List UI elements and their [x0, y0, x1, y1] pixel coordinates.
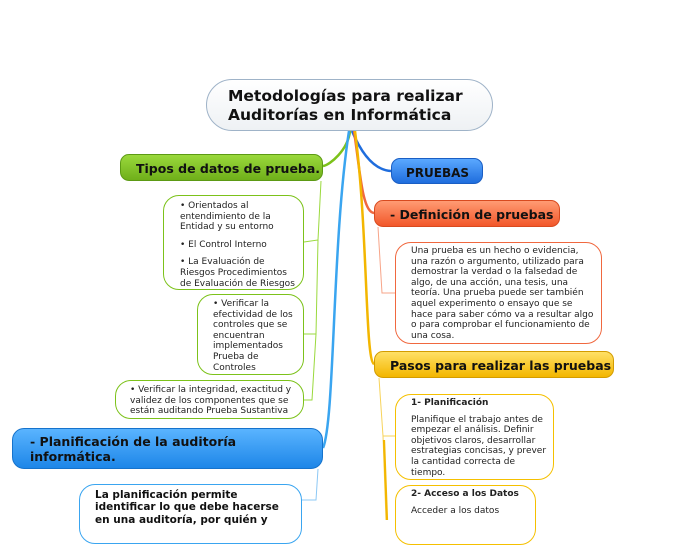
subtopic-prueba-controles[interactable] [197, 294, 304, 375]
topic-pasos-pruebas[interactable]: Pasos para realizar las pruebas [374, 351, 614, 378]
tipos-item-riesgos: • La Evaluación de Riesgos Procedimientos de Evaluación de Riesgos [180, 257, 295, 289]
step1-title: 1- Planificación [411, 398, 489, 408]
link-root-planificacion [323, 131, 349, 448]
central-topic-line2: Auditorías en Informática [228, 106, 452, 124]
topic-pruebas[interactable]: PRUEBAS [391, 158, 483, 184]
subtopic-planificacion-text[interactable] [79, 484, 302, 544]
subtopic-step-planificacion[interactable] [395, 394, 554, 480]
central-topic[interactable] [206, 79, 493, 131]
link-root-pasos [355, 131, 374, 364]
step2-title: 2- Acceso a los Datos [411, 489, 519, 499]
tipos-item-control-interno: • El Control Interno [180, 239, 267, 250]
link-tipos-items [304, 181, 321, 400]
subtopic-step-acceso-datos[interactable] [395, 485, 536, 545]
topic-tipos-datos-prueba[interactable]: Tipos de datos de prueba. [120, 154, 323, 181]
definicion-paragraph: Una prueba es un hecho o evidencia, una razón o argumento, utilizado para demostrar la verdad o la falsedad de algo, de una acción, una tesis, una teoría. Una prueba puede ser también aquel experimento o ensayo que se hace para saber cómo va a resultar algo o para comprobar el funcionamiento de una cosa. [411, 246, 594, 341]
topic-definicion-pruebas[interactable]: - Definición de pruebas [374, 200, 560, 227]
tipos-item-sustantiva: • Verificar la integridad, exactitud y validez de los componentes que se están auditando Prueba Sustantiva [130, 385, 292, 417]
tipos-item-controles: • Verificar la efectividad de los controles que se encuentran implementados Prueba de Controles [213, 299, 293, 373]
step1-text: Planifique el trabajo antes de empezar el análisis. Definir objetivos claros, desarrollar estrategias concisas, y prever la cantidad correcta de tiempo. [411, 414, 547, 478]
link-definicion-text [378, 227, 395, 293]
link-planificacion-text [302, 469, 318, 500]
link-pasos-thick [384, 440, 387, 520]
topic-planificacion-auditoria[interactable]: - Planificación de la auditoría informática. [12, 428, 323, 469]
tipos-item-entidad: • Orientados al entendimiento de la Entidad y su entorno [180, 201, 274, 233]
central-topic-line1: Metodologías para realizar [228, 87, 463, 105]
step2-text: Acceder a los datos [411, 505, 500, 516]
subtopic-definicion-text[interactable] [395, 242, 602, 344]
planificacion-paragraph: La planificación permite identificar lo que debe hacerse en una auditoría, por quién y [95, 489, 279, 526]
subtopic-prueba-sustantiva[interactable] [115, 380, 304, 419]
subtopic-tipos-list[interactable] [163, 195, 304, 290]
